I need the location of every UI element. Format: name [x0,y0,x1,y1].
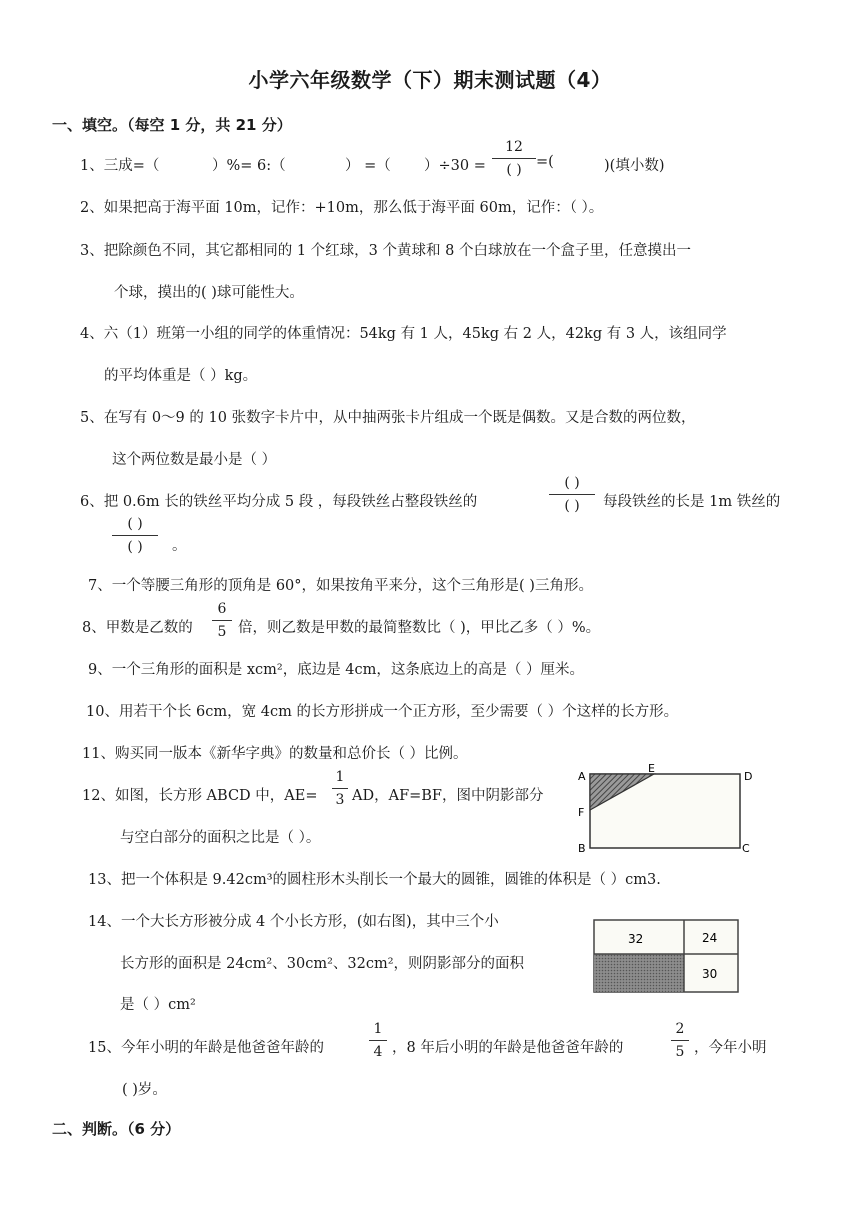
q15-fraction-2-numerator: 2 [675,1021,685,1037]
q12-part-a: 12、如图，长方形 ABCD 中，AE= [82,788,318,804]
q15-fraction-2-denominator: 5 [675,1044,685,1060]
section-judgement-heading: 二、判断。（6 分） [52,1120,181,1138]
question-5-line-2: 这个两位数是最小是（ ） [112,452,277,468]
q6-fraction-second [112,515,158,556]
q1-fraction-numerator: 12 [505,139,523,155]
question-4-line-1: 4、六（1）班第一小组的同学的体重情况：54kg 有 1 人，45kg 右 2 人，42kg 有 3 人，该组同学 [80,326,727,342]
q15-fraction-1 [369,1020,387,1061]
q1-fraction [492,138,536,179]
q1-part-d: ）÷30 = [424,158,486,174]
q12-part-b: AD，AF=BF，图中阴影部分 [352,788,544,804]
q8-fraction [212,600,232,641]
page-title: 小学六年级数学（下）期末测试题（4） [248,68,612,92]
q14-line-1: 14、一个大长方形被分成 4 个小长方形，(如右图)，其中三个小 [88,914,499,930]
q12-fraction-denominator: 3 [335,792,345,808]
section-fill-blank-heading: 一、填空。（每空 1 分，共 21 分） [52,116,292,134]
q15-fraction-1-denominator: 4 [373,1044,383,1060]
q12-label-d: D [744,770,753,783]
q12-label-c: C [742,842,750,855]
question-9: 9、一个三角形的面积是 xcm²，底边是 4cm，这条底边上的高是（ ）厘米。 [88,662,585,678]
q12-label-e: E [648,764,655,775]
q6-fraction-second-numerator: ( ) [127,516,143,532]
q15-fraction-2 [671,1020,689,1061]
q1-part-f: )(填小数) [604,158,665,174]
q1-part-e: =( [536,154,554,170]
q1-part-c: ） =（ [345,158,391,174]
q14-cell-top-right: 24 [702,931,718,945]
q14-cell-bottom-right: 30 [702,967,718,981]
question-10: 10、用若干个长 6cm，宽 4cm 的长方形拼成一个正方形，至少需要（ ）个这样的长方形。 [86,704,679,720]
q12-rectangle-figure [576,764,754,856]
q15-part-a: 15、今年小明的年龄是他爸爸年龄的 [88,1040,324,1056]
q6-part-a: 6、把 0.6m 长的铁丝平均分成 5 段 ，每段铁丝占整段铁丝的 [80,494,478,510]
question-3-line-2: 个球，摸出的( )球可能性大。 [114,285,304,301]
q6-fraction-inline [549,474,595,515]
q8-fraction-denominator: 5 [217,624,227,640]
q12-fraction-numerator: 1 [335,769,345,785]
q6-fraction-inline-denominator: ( ) [564,498,580,514]
q12-fraction [332,768,348,809]
question-5-line-1: 5、在写有 0～9 的 10 张数字卡片中，从中抽两张卡片组成一个既是偶数。又是合数的两位数， [80,410,696,426]
q8-part-a: 8、甲数是乙数的 [82,620,193,636]
q1-fraction-denominator: ( ) [506,162,522,178]
q12-label-a: A [578,770,586,783]
q14-cell-top-left: 32 [628,932,644,946]
q15-line-2: ( )岁。 [122,1082,167,1098]
q15-part-c: ，今年小明 [694,1040,767,1056]
q14-grid-figure [592,918,742,996]
q15-fraction-1-numerator: 1 [373,1021,383,1037]
q6-fraction-second-denominator: ( ) [127,539,143,555]
q12-label-f: F [578,806,585,819]
q12-label-b: B [578,842,586,855]
question-13: 13、把一个体积是 9.42cm³的圆柱形木头削长一个最大的圆锥，圆锥的体积是（ ）cm3. [88,872,661,888]
q8-part-b: 倍，则乙数是甲数的最简整数比（ )，甲比乙多（ ）%。 [238,620,601,636]
q1-part-a: 1、三成=（ [80,158,160,174]
question-4-line-2: 的平均体重是（ ）kg。 [104,368,258,384]
q6-fraction-inline-numerator: ( ) [564,475,580,491]
question-7: 7、一个等腰三角形的顶角是 60°，如果按角平来分，这个三角形是( )三角形。 [88,578,593,594]
question-2: 2、如果把高于海平面 10m，记作：+10m，那么低于海平面 60m，记作：（ ）。 [80,200,604,216]
q12-line-2: 与空白部分的面积之比是（ ）。 [120,830,321,846]
q14-line-3: 是（ ）cm² [120,997,196,1013]
q6-part-b: 每段铁丝的长是 1m 铁丝的 [603,494,781,510]
q14-line-2: 长方形的面积是 24cm²、30cm²、32cm²，则阴影部分的面积 [120,956,525,972]
q6-end: 。 [172,538,187,554]
question-3-line-1: 3、把除颜色不同，其它都相同的 1 个红球，3 个黄球和 8 个白球放在一个盒子里，任意摸出一 [80,243,691,259]
q8-fraction-numerator: 6 [217,601,227,617]
question-11: 11、购买同一版本《新华字典》的数量和总价长（ ）比例。 [82,746,468,762]
q14-shaded-cell [594,954,684,992]
q1-part-b: ）%= 6:（ [212,158,286,174]
q15-part-b: ，8 年后小明的年龄是他爸爸年龄的 [392,1040,624,1056]
